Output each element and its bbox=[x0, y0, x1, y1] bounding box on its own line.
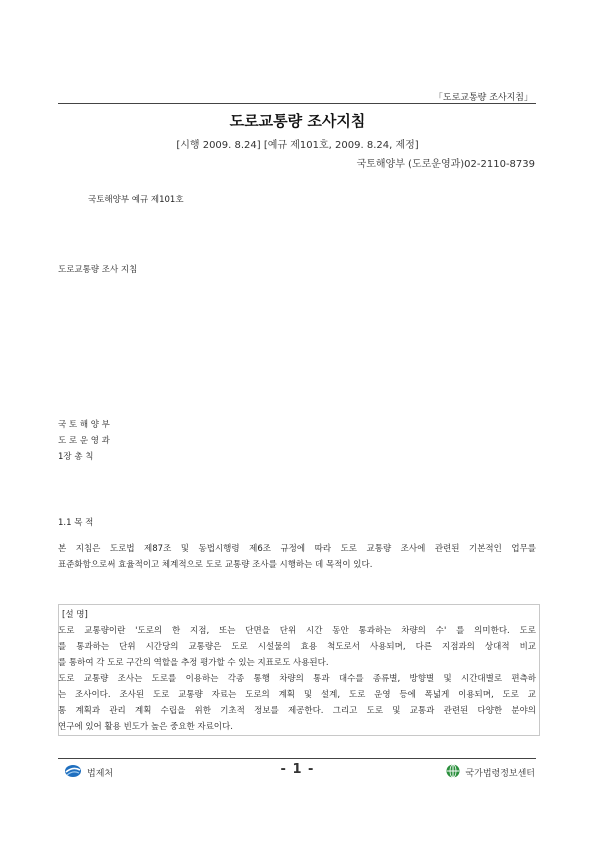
explanation-line: 도로 교통량 조사는 도로를 이용하는 각종 통행 차량의 통과 대수를 종류별, 방향별 및 시간대별로 편측하 bbox=[58, 674, 536, 684]
footer-right-label: 국가법령정보센터 bbox=[465, 769, 535, 779]
explanation-line: 통 계획과 관리 계획 수립을 위한 기초적 정보를 제공한다. 그리고 도로 및 교통과 관련된 다양한 분야의 bbox=[58, 706, 536, 716]
page-title: 도로교통량 조사지침 bbox=[229, 112, 366, 130]
contact-info: 국토해양부 (도로운영과)02-2110-8739 bbox=[356, 159, 535, 170]
explanation-title: [설 명] bbox=[62, 610, 88, 620]
purpose-line: 본 지침은 도로법 제87조 및 동법시행령 제6조 규정에 따라 도로 교통량 조사에 관련된 기본적인 업무를 bbox=[58, 544, 536, 554]
document-name: 도로교통량 조사 지침 bbox=[58, 265, 138, 275]
running-header: 「도로교통량 조사지침」 bbox=[433, 93, 533, 103]
division-name: 도 로 운 영 과 bbox=[58, 436, 110, 446]
explanation-line: 는 조사이다. 조사된 도로 교통량 자료는 도로의 계획 및 설계, 도로 운영 등에 폭넓게 이용되며, 도로 교 bbox=[58, 690, 536, 700]
explanation-line: 연구에 있어 활용 빈도가 높은 중요한 자료이다. bbox=[58, 722, 233, 732]
enforcement-info: [시행 2009. 8.24] [예규 제101호, 2009. 8.24, 제정] bbox=[176, 140, 419, 151]
purpose-paragraph bbox=[58, 541, 536, 573]
header-divider bbox=[58, 103, 536, 104]
issuer-line: 국토해양부 예규 제101호 bbox=[88, 195, 184, 205]
ministry-name: 국 토 해 양 부 bbox=[58, 420, 110, 430]
section-heading: 1.1 목 적 bbox=[58, 518, 94, 528]
purpose-line: 표준화함으로써 효율적이고 체계적으로 도로 교통량 조사를 시행하는 데 목적이 있다. bbox=[58, 560, 373, 570]
footer-divider bbox=[58, 758, 536, 759]
chapter-heading: 1장 총 칙 bbox=[58, 452, 94, 462]
law-center-logo-icon bbox=[446, 764, 460, 781]
footer-left-label: 법제처 bbox=[87, 769, 114, 779]
page-number: - 1 - bbox=[280, 762, 315, 777]
explanation-line: 도로 교통량이란 '도로의 한 지점, 또는 단면을 단위 시간 동안 통과하는 차량의 수' 를 의미한다. 도로 bbox=[58, 626, 536, 636]
explanation-line: 를 통과하는 단위 시간당의 교통량은 도로 시설물의 효용 척도로서 사용되며, 다른 지점과의 상대적 비교 bbox=[58, 642, 536, 652]
footer-right-logo bbox=[446, 764, 535, 781]
explanation-paragraph bbox=[58, 623, 536, 735]
explanation-line: 를 통하여 각 도로 구간의 역할을 추정 평가할 수 있는 지표로도 사용된다. bbox=[58, 658, 329, 668]
